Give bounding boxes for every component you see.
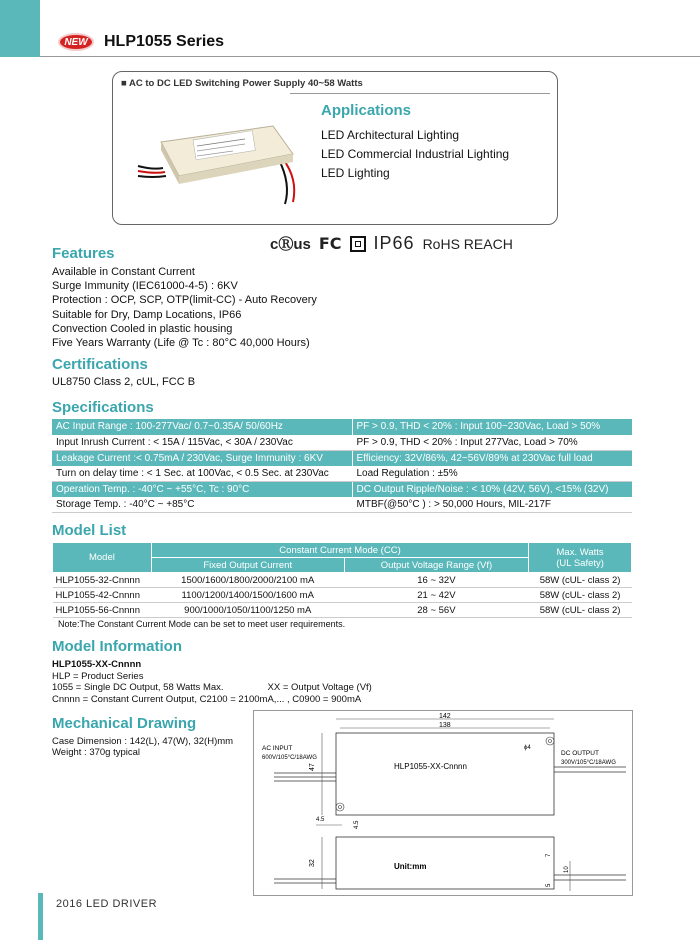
model-list-table <box>52 542 632 618</box>
dim-7: 7 <box>546 853 552 857</box>
product-overview-box <box>112 71 558 225</box>
weight: Weight : 370g typical <box>52 747 141 758</box>
features-title: Features <box>52 245 115 262</box>
series-title: HLP1055 Series <box>104 33 225 50</box>
table-row <box>52 481 632 497</box>
header-divider <box>40 56 700 57</box>
mi-line <box>52 682 372 694</box>
mi-line: Cnnnn = Constant Current Output, C2100 = 2100mA,... , C0900 = 900mA <box>52 693 362 705</box>
spec-cell: Efficiency: 32V/86%, 42~56V/89% at 230Vac full load <box>352 450 632 466</box>
watts-cell: 58W (cUL- class 2) <box>529 603 632 618</box>
mi-line: HLP = Product Series <box>52 670 144 682</box>
dim-138: 138 <box>439 722 451 729</box>
spec-cell: Input Inrush Current : < 15A / 115Vac, < 30A / 230Vac <box>52 435 352 451</box>
mechanical-drawing-box <box>253 710 633 896</box>
model-cell: HLP1055-32-Cnnnn <box>53 573 152 588</box>
table-row <box>53 573 632 588</box>
table-row <box>52 435 632 451</box>
fc-mark-icon: FC <box>318 234 342 253</box>
unit-label: Unit:mm <box>394 862 427 871</box>
ac-input-spec: 600V/105°C/18AWG <box>262 755 317 761</box>
class-ii-icon <box>350 236 366 252</box>
spec-cell: Load Regulation : ±5% <box>352 466 632 482</box>
table-header-row <box>53 543 632 558</box>
features-list <box>52 265 317 350</box>
feature-item: Available in Constant Current <box>52 266 195 278</box>
certifications-title: Certifications <box>52 356 148 373</box>
application-item: LED Commercial Industrial Lighting <box>321 147 510 161</box>
table-row <box>52 419 632 435</box>
dim-phi4: ϕ4 <box>524 745 531 751</box>
mi-line-part: 1055 = Single DC Output, 58 Watts Max. <box>52 682 224 693</box>
dc-output-spec: 300V/105°C/18AWG <box>561 760 616 766</box>
voltage-cell: 16 ~ 32V <box>344 573 529 588</box>
feature-item: Protection : OCP, SCP, OTP(limit-CC) - Auto Recovery <box>52 294 317 307</box>
max-watts-header <box>529 543 632 573</box>
current-cell: 900/1000/1050/1100/1250 mA <box>151 603 344 618</box>
ip66-mark: IP66 <box>373 233 415 253</box>
spec-cell: Turn on delay time : < 1 Sec. at 100Vac, < 0.5 Sec. at 230Vac <box>52 466 352 482</box>
mechanical-text <box>52 736 233 758</box>
specifications-table <box>52 419 632 513</box>
spec-cell: Storage Temp. : -40°C ~ +85°C <box>52 497 352 513</box>
mechanical-drawing <box>254 711 634 897</box>
spec-cell: DC Output Ripple/Noise : < 10% (42V, 56V), <15% (32V) <box>352 481 632 497</box>
summary-title-rule <box>290 93 550 94</box>
model-list-note: Note:The Constant Current Mode can be set to meet user requirements. <box>58 619 346 629</box>
spec-cell: MTBF(@50°C ) : > 50,000 Hours, MIL-217F <box>352 497 632 513</box>
header-accent-bar <box>0 0 40 57</box>
table-row <box>53 588 632 603</box>
current-cell: 1100/1200/1400/1500/1600 mA <box>151 588 344 603</box>
feature-item: Surge Immunity (IEC61000-4-5) : 6KV <box>52 280 238 293</box>
applications-list <box>321 126 509 183</box>
drawing-model-label: HLP1055-XX-Cnnnn <box>394 762 467 771</box>
table-row <box>52 497 632 513</box>
table-row <box>53 603 632 618</box>
watts-cell: 58W (cUL- class 2) <box>529 573 632 588</box>
model-information-text <box>52 659 372 705</box>
voltage-range-header: Output Voltage Range (Vf) <box>344 558 529 573</box>
certification-marks <box>270 233 513 254</box>
model-code: HLP1055-XX-Cnnnn <box>52 659 142 670</box>
specifications-title: Specifications <box>52 399 154 416</box>
ac-input-label: AC INPUT <box>262 745 293 752</box>
certifications-text: UL8750 Class 2, cUL, FCC B <box>52 376 196 388</box>
mi-line-part: XX = Output Voltage (Vf) <box>267 682 372 693</box>
product-summary-title: ■ AC to DC LED Switching Power Supply 40~58 Watts <box>121 78 363 89</box>
application-item: LED Architectural Lighting <box>321 128 460 142</box>
spec-cell: PF > 0.9, THD < 20% : Input 277Vac, Load > 70% <box>352 435 632 451</box>
table-row <box>52 466 632 482</box>
cc-mode-header: Constant Current Mode (CC) <box>151 543 528 558</box>
case-dimension: Case Dimension : 142(L), 47(W), 32(H)mm <box>52 736 234 747</box>
dim-5: 5 <box>546 883 552 887</box>
dim-4-5b: 4.5 <box>354 820 360 829</box>
feature-item: Five Years Warranty (Life @ Tc : 80°C 40,000 Hours) <box>52 337 310 350</box>
footer-accent-bar <box>38 893 43 940</box>
table-row <box>52 450 632 466</box>
spec-cell: AC Input Range : 100-277Vac/ 0.7~0.35A/ 50/60Hz <box>52 419 352 435</box>
new-badge: NEW <box>58 33 94 51</box>
model-cell: HLP1055-56-Cnnnn <box>53 603 152 618</box>
model-cell: HLP1055-42-Cnnnn <box>53 588 152 603</box>
mechanical-drawing-title: Mechanical Drawing <box>52 715 197 732</box>
applications-title: Applications <box>321 102 412 119</box>
spec-cell: Leakage Current :< 0.75mA / 230Vac, Surge Immunity : 6KV <box>52 450 352 466</box>
model-information-title: Model Information <box>52 638 182 655</box>
max-watts-label: Max. Watts <box>556 546 604 558</box>
ul-mark-icon: cⓇus <box>270 236 311 253</box>
model-header: Model <box>53 543 152 573</box>
feature-item: Suitable for Dry, Damp Locations, IP66 <box>52 308 242 321</box>
dc-output-label: DC OUTPUT <box>561 750 599 757</box>
fixed-current-header: Fixed Output Current <box>151 558 344 573</box>
footer-text: 2016 LED DRIVER <box>56 898 158 910</box>
feature-item: Convection Cooled in plastic housing <box>52 322 233 335</box>
dim-32: 32 <box>309 859 316 867</box>
spec-cell: PF > 0.9, THD < 20% : Input 100~230Vac, Load > 50% <box>352 419 632 435</box>
ul-safety-label: (UL Safety) <box>556 557 604 569</box>
dim-4-5a: 4.5 <box>316 817 325 823</box>
dim-10: 10 <box>564 866 570 873</box>
spec-cell: Operation Temp. : -40°C ~ +55°C, Tc : 90°C <box>52 481 352 497</box>
model-list-title: Model List <box>52 522 127 539</box>
dim-142: 142 <box>439 713 451 720</box>
voltage-cell: 28 ~ 56V <box>344 603 529 618</box>
dim-47: 47 <box>309 763 316 771</box>
application-item: LED Lighting <box>321 166 390 180</box>
voltage-cell: 21 ~ 42V <box>344 588 529 603</box>
current-cell: 1500/1600/1800/2000/2100 mA <box>151 573 344 588</box>
page-header <box>58 30 224 54</box>
watts-cell: 58W (cUL- class 2) <box>529 588 632 603</box>
product-image <box>133 104 308 209</box>
rohs-reach-mark: RoHS REACH <box>422 235 513 252</box>
